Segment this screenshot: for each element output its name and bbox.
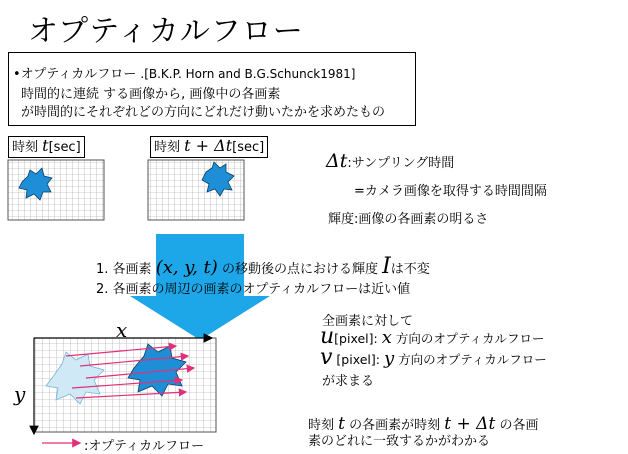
bottom-p1: 時刻 — [308, 418, 335, 433]
sampling-text: :サンプリング時間 — [347, 156, 455, 171]
frame-tdt-prefix: 時刻 — [154, 140, 181, 155]
assumption-1-prefix: 1. 各画素 — [96, 262, 152, 277]
result-v-text: 方向のオプティカルフロー — [398, 352, 547, 367]
frame-tdt-var: t + Δt — [184, 136, 233, 155]
sampling-var: Δt — [326, 150, 348, 172]
assumption-1-var: (x, y, t) — [155, 257, 218, 278]
assumption-2: 2. 各画素の周辺の画素のオプティカルフローは近い値 — [96, 282, 411, 297]
brightness-line: 輝度:画像の各画素の明るさ — [328, 212, 489, 227]
frame-t-unit: [sec] — [48, 140, 81, 155]
bottom-t: t — [338, 414, 345, 434]
bottom-tdt: t + Δt — [444, 414, 496, 434]
flow-frame-image — [34, 338, 216, 432]
result-u-unit: [pixel]: — [334, 331, 378, 346]
result-v-unit: [pixel]: — [336, 352, 380, 367]
result-line-4: が求まる — [322, 374, 375, 389]
result-u-var: u — [320, 324, 335, 349]
result-u-x: x — [381, 327, 392, 348]
camera-line: =カメラ画像を取得する時間間隔 — [354, 184, 547, 199]
y-axis-label: y — [14, 382, 26, 406]
assumption-1 — [96, 254, 430, 279]
assumption-1-suffix: は不変 — [390, 262, 430, 277]
result-v-line — [320, 345, 547, 370]
legend-text: :オプティカルフロー — [84, 439, 204, 454]
result-v-y: y — [383, 348, 395, 369]
bottom-line-2: 素のどれに一致するかがわかる — [308, 434, 491, 449]
frame-t-image — [8, 160, 104, 220]
frame-tdt-unit: [sec] — [232, 140, 265, 155]
sampling-line — [326, 150, 454, 172]
frame-tdt-image — [148, 160, 244, 220]
bottom-p2: の各画素が時刻 — [349, 418, 441, 433]
frame-t-prefix: 時刻 — [12, 140, 39, 155]
result-line-1: 全画素に対して — [322, 314, 414, 329]
x-axis-label: x — [116, 318, 128, 342]
definition-line-2: が時間的にそれぞれどの方向にどれだけ動いたかを求めたもの — [21, 105, 386, 120]
definition-heading: •オプティカルフロー — [13, 67, 137, 82]
definition-line-1: 時間的に連続 する画像から, 画像中の各画素 — [21, 87, 281, 102]
definition-citation: .[B.K.P. Horn and B.G.Schunck1981] — [140, 67, 356, 81]
frame-t-var: t — [42, 136, 49, 155]
page-title: オプティカルフロー — [28, 14, 304, 49]
bottom-p3: の各画 — [499, 418, 539, 433]
result-v-var: v — [320, 345, 333, 370]
result-u-text: 方向のオプティカルフロー — [395, 331, 545, 346]
assumption-1-mid: の移動後の点における輝度 — [221, 262, 378, 277]
assumption-1-brightness-var: I — [382, 254, 391, 279]
